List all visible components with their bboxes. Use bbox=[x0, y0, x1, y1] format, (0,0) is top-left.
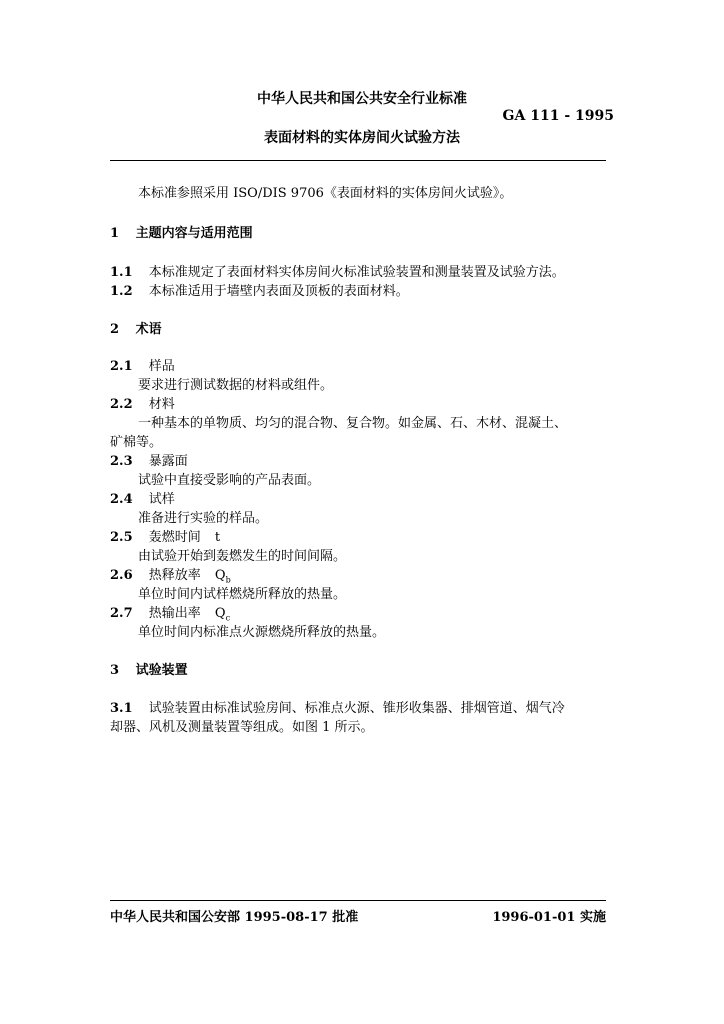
standard-code: GA 111 - 1995 bbox=[502, 108, 614, 124]
term-definition: 由试验开始到轰燃发生的时间间隔。 bbox=[138, 549, 347, 564]
section-number: 2 bbox=[110, 322, 120, 337]
clause-1-2 bbox=[110, 280, 409, 299]
term-definition-continued: 矿棉等。 bbox=[110, 435, 163, 450]
term-number: 2.7 bbox=[110, 606, 133, 621]
term-definition: 单位时间内试样燃烧所释放的热量。 bbox=[138, 587, 347, 602]
term-symbol: t bbox=[214, 530, 221, 545]
implementation-date: 1996-01-01 实施 bbox=[492, 910, 606, 925]
term-name: 材料 bbox=[148, 397, 175, 412]
clause-3-1 bbox=[110, 697, 565, 716]
clause-number: 1.2 bbox=[110, 284, 133, 299]
term-2-5 bbox=[110, 526, 220, 545]
term-symbol: $Q_b$ bbox=[214, 568, 231, 585]
term-definition: 单位时间内标准点火源燃烧所释放的热量。 bbox=[138, 625, 386, 640]
clause-number: 3.1 bbox=[110, 701, 133, 716]
clause-text-continued: 却器、风机及测量装置等组成。如图 1 所示。 bbox=[110, 720, 374, 735]
term-2-7 bbox=[110, 602, 230, 623]
term-number: 2.3 bbox=[110, 454, 133, 469]
clause-text: 试验装置由标准试验房间、标准点火源、锥形收集器、排烟管道、烟气冷 bbox=[148, 701, 565, 716]
term-definition: 准备进行实验的样品。 bbox=[138, 511, 269, 526]
section-title: 主题内容与适用范围 bbox=[135, 226, 253, 241]
term-definition: 要求进行测试数据的材料或组件。 bbox=[138, 378, 334, 393]
section-number: 3 bbox=[110, 663, 120, 678]
term-symbol: $Q_c$ bbox=[214, 606, 231, 623]
section-2-heading bbox=[110, 318, 162, 337]
term-number: 2.2 bbox=[110, 397, 133, 412]
section-1-heading bbox=[110, 222, 253, 241]
term-definition: 试验中直接受影响的产品表面。 bbox=[138, 473, 321, 488]
approval-line: 中华人民共和国公安部 1995-08-17 批准 bbox=[110, 910, 359, 925]
term-2-4 bbox=[110, 488, 175, 507]
term-symbol-subscript: c bbox=[225, 613, 231, 623]
term-number: 2.5 bbox=[110, 530, 133, 545]
footer-rule bbox=[110, 900, 606, 901]
term-2-2 bbox=[110, 393, 175, 412]
section-title: 术语 bbox=[135, 322, 162, 337]
section-number: 1 bbox=[110, 226, 120, 241]
document-title: 表面材料的实体房间火试验方法 bbox=[264, 130, 460, 146]
section-title: 试验装置 bbox=[135, 663, 188, 678]
term-name: 热输出率 bbox=[148, 606, 201, 621]
term-number: 2.1 bbox=[110, 359, 133, 374]
term-name: 暴露面 bbox=[148, 454, 188, 469]
term-symbol-subscript: b bbox=[225, 575, 231, 585]
intro-paragraph: 本标准参照采用 ISO/DIS 9706《表面材料的实体房间火试验》。 bbox=[138, 186, 513, 201]
clause-number: 1.1 bbox=[110, 265, 133, 280]
term-name: 试样 bbox=[148, 492, 175, 507]
standard-category: 中华人民共和国公共安全行业标准 bbox=[257, 91, 467, 107]
term-name: 轰燃时间 bbox=[148, 530, 201, 545]
clause-1-1 bbox=[110, 261, 565, 280]
clause-text: 本标准适用于墙壁内表面及顶板的表面材料。 bbox=[148, 284, 409, 299]
term-name: 样品 bbox=[148, 359, 175, 374]
term-number: 2.6 bbox=[110, 568, 133, 583]
term-2-6 bbox=[110, 564, 231, 585]
header-rule bbox=[110, 160, 606, 161]
term-name: 热释放率 bbox=[148, 568, 201, 583]
clause-text: 本标准规定了表面材料实体房间火标准试验装置和测量装置及试验方法。 bbox=[148, 265, 565, 280]
term-2-1 bbox=[110, 355, 175, 374]
term-definition: 一种基本的单物质、均匀的混合物、复合物。如金属、石、木材、混凝土、 bbox=[138, 416, 568, 431]
term-2-3 bbox=[110, 450, 188, 469]
term-number: 2.4 bbox=[110, 492, 133, 507]
section-3-heading bbox=[110, 659, 188, 678]
